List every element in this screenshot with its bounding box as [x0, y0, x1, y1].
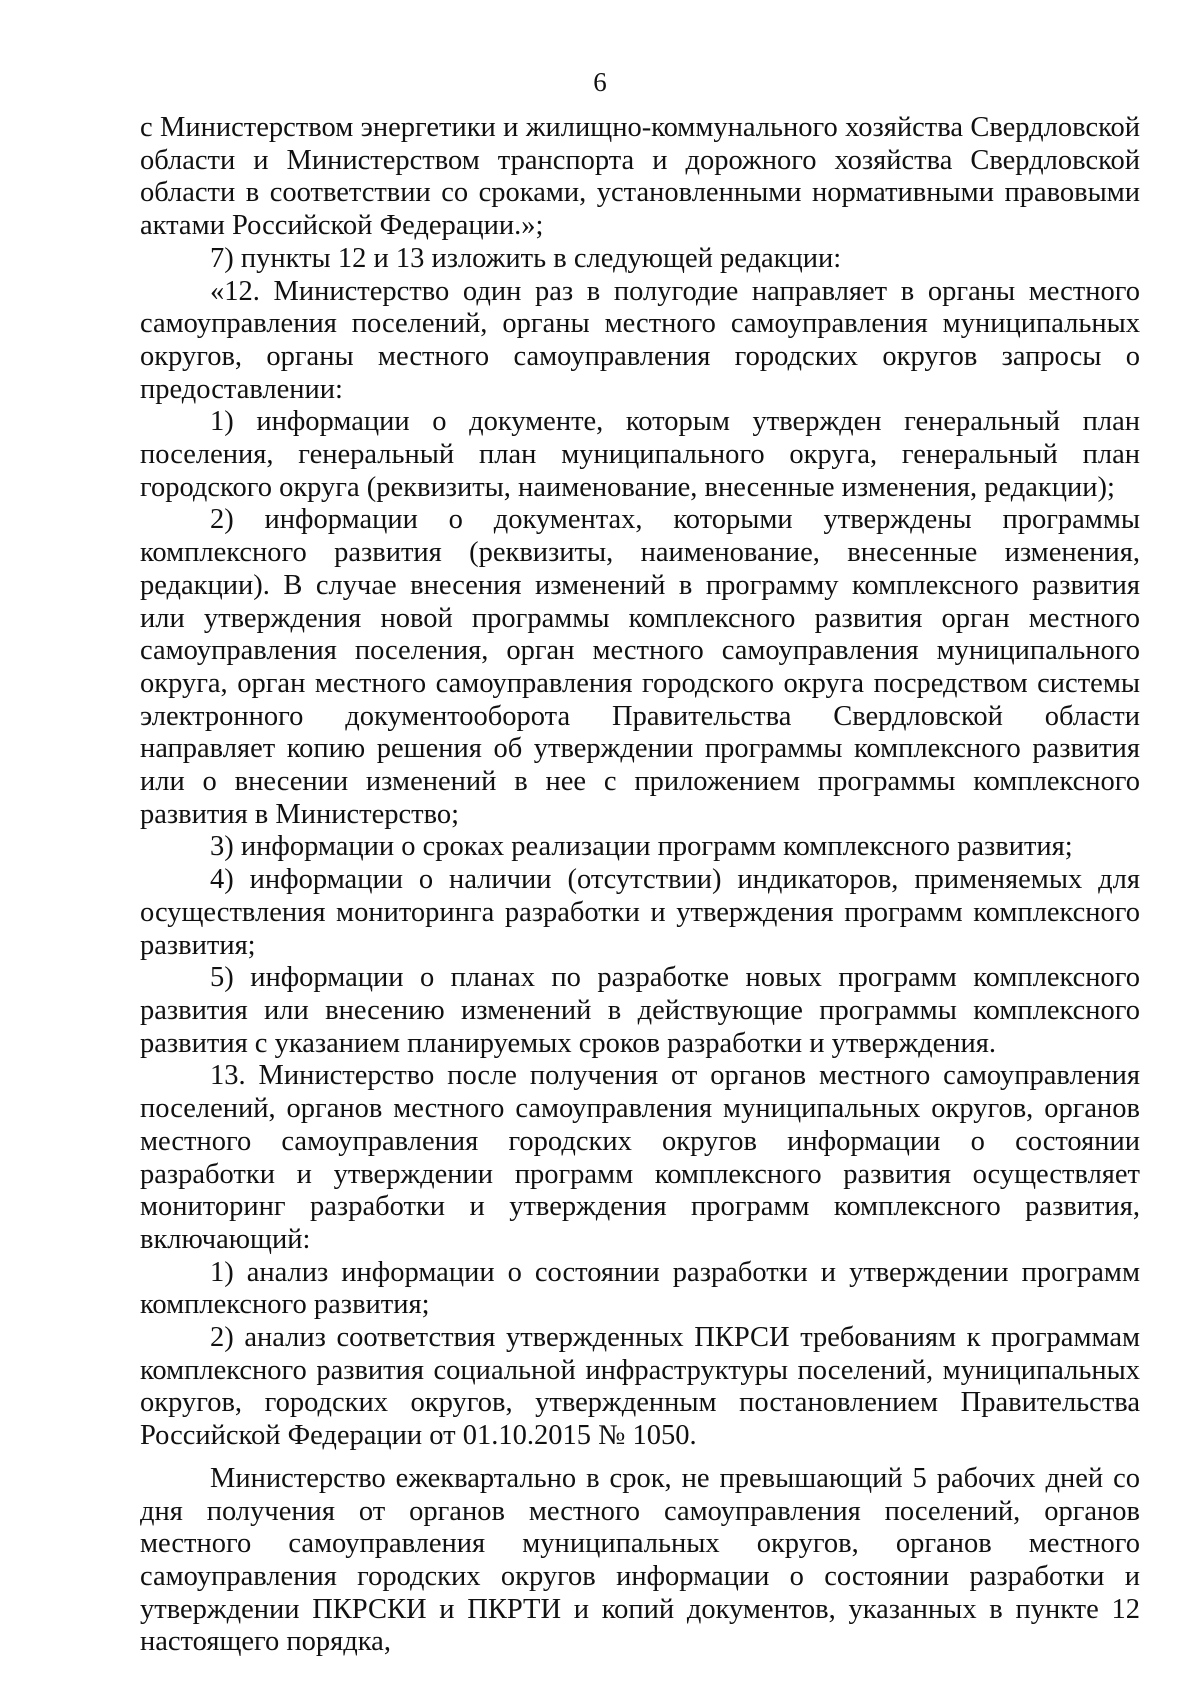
paragraph: 1) анализ информации о состоянии разработки и утверждении программ комплексного развития;	[140, 1256, 1140, 1321]
paragraph: 2) информации о документах, которыми утверждены программы комплексного развития (реквизиты, наименование, внесенные изменения, редакции). В случае внесения изменений в программу комплексного развития или утверждения новой программы комплексного развития орган местного самоуправления поселения, орган местного самоуправления муниципального округа, орган местного самоуправления городского округа посредством системы электронного документооборота Правительства Свердловской области направляет копию решения об утверждении программы комплексного развития или о внесении изменений в нее с приложением программы комплексного развития в Министерство;	[140, 504, 1140, 830]
paragraph: «12. Министерство один раз в полугодие направляет в органы местного самоуправления поселений, органы местного самоуправления муниципальных округов, органы местного самоуправления городских округов запросы о предоставлении:	[140, 275, 1140, 405]
paragraph: 1) информации о документе, которым утвержден генеральный план поселения, генеральный план муниципального округа, генеральный план городского округа (реквизиты, наименование, внесенные изменения, редакции);	[140, 406, 1140, 503]
paragraph: 4) информации о наличии (отсутствии) индикаторов, применяемых для осуществления мониторинга разработки и утверждения программ комплексного развития;	[140, 864, 1140, 961]
paragraph: Министерство ежеквартально в срок, не превышающий 5 рабочих дней со дня получения от органов местного самоуправления поселений, органов местного самоуправления муниципальных округов, органов местного самоуправления городских округов информации о состоянии разработки и утверждении ПКРСКИ и ПКРТИ и копий документов, указанных в пункте 12 настоящего порядка,	[140, 1462, 1140, 1658]
document-body	[140, 112, 1140, 1659]
paragraph: 2) анализ соответствия утвержденных ПКРСИ требованиям к программам комплексного развития социальной инфраструктуры поселений, муниципальных округов, городских округов, утвержденным постановлением Правительства Российской Федерации от 01.10.2015 № 1050.	[140, 1322, 1140, 1452]
paragraph: 7) пункты 12 и 13 изложить в следующей редакции:	[210, 242, 842, 274]
paragraph: 3) информации о сроках реализации программ комплексного развития;	[210, 831, 1073, 863]
paragraph: с Министерством энергетики и жилищно-коммунального хозяйства Свердловской области и Министерством транспорта и дорожного хозяйства Свердловской области в соответствии со сроками, установленными нормативными правовыми актами Российской Федерации.»;	[140, 112, 1140, 242]
paragraph: 5) информации о планах по разработке новых программ комплексного развития или внесению изменений в действующие программы комплексного развития с указанием планируемых сроков разработки и утверждения.	[140, 962, 1140, 1059]
paragraph: 13. Министерство после получения от органов местного самоуправления поселений, органов местного самоуправления муниципальных округов, органов местного самоуправления городских округов информации о состоянии разработки и утверждении программ комплексного развития осуществляет мониторинг разработки и утверждения программ комплексного развития, включающий:	[140, 1060, 1140, 1255]
page-number: 6	[593, 67, 607, 97]
